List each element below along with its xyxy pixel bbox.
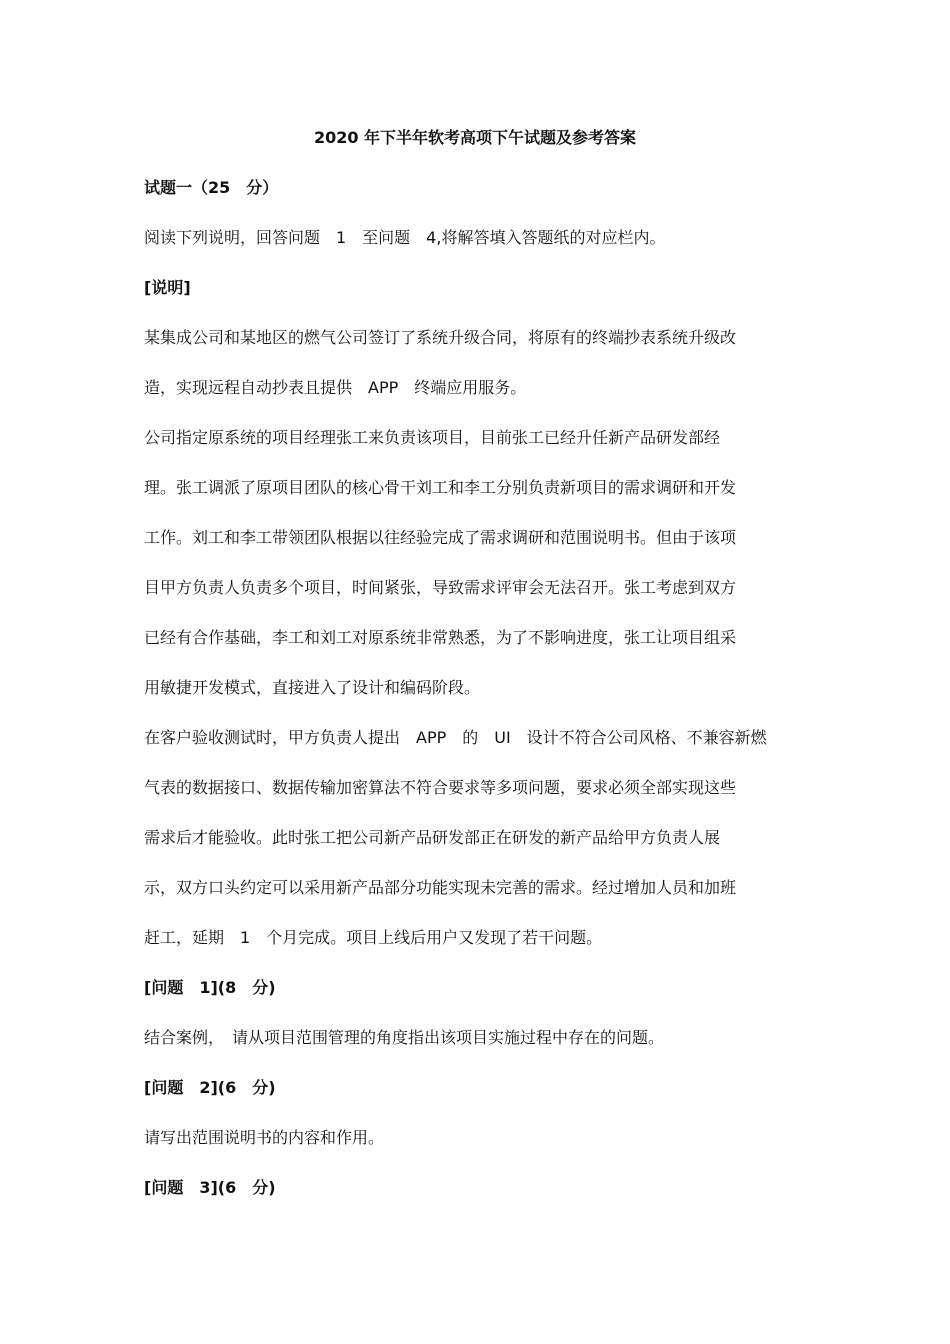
- question-3-label: [问题 3](6 分): [144, 1178, 276, 1197]
- instruction-text: 阅读下列说明，回答问题 1 至问题 4,将解答填入答题纸的对应栏内。: [144, 228, 666, 247]
- paragraph-line: 目甲方负责人负责多个项目，时间紧张，导致需求评审会无法召开。张工考虑到双方: [144, 578, 737, 597]
- paragraph-line: 理。张工调派了原项目团队的核心骨干刘工和李工分别负责新项目的需求调研和开发: [144, 478, 737, 497]
- section-heading: 试题一（25 分）: [144, 178, 279, 197]
- paragraph-line: 需求后才能验收。此时张工把公司新产品研发部正在研发的新产品给甲方负责人展: [144, 828, 721, 847]
- question-2-text: 请写出范围说明书的内容和作用。: [144, 1128, 385, 1147]
- paragraph-line: 工作。刘工和李工带领团队根据以往经验完成了需求调研和范围说明书。但由于该项: [144, 528, 737, 547]
- paragraph-line: 赶工，延期 1 个月完成。项目上线后用户又发现了若干问题。: [144, 928, 603, 947]
- paragraph-line: 用敏捷开发模式，直接进入了设计和编码阶段。: [144, 678, 481, 697]
- paragraph-line: 示，双方口头约定可以采用新产品部分功能实现未完善的需求。经过增加人员和加班: [144, 878, 737, 897]
- paragraph-line: 气表的数据接口、数据传输加密算法不符合要求等多项问题，要求必须全部实现这些: [144, 778, 737, 797]
- paragraph-line: 某集成公司和某地区的燃气公司签订了系统升级合同，将原有的终端抄表系统升级改: [144, 328, 737, 347]
- question-1-label: [问题 1](8 分): [144, 978, 276, 997]
- description-label: [说明]: [144, 278, 191, 297]
- question-1-text: 结合案例， 请从项目范围管理的角度指出该项目实施过程中存在的问题。: [144, 1028, 665, 1047]
- paragraph-line: 在客户验收测试时，甲方负责人提出 APP 的 UI 设计不符合公司风格、不兼容新燃: [144, 728, 767, 747]
- paragraph-line: 造，实现远程自动抄表且提供 APP 终端应用服务。: [144, 378, 527, 397]
- document-title: 2020 年下半年软考高项下午试题及参考答案: [313, 128, 637, 147]
- paragraph-line: 已经有合作基础，李工和刘工对原系统非常熟悉，为了不影响进度，张工让项目组采: [144, 628, 737, 647]
- paragraph-line: 公司指定原系统的项目经理张工来负责该项目，目前张工已经升任新产品研发部经: [144, 428, 721, 447]
- question-2-label: [问题 2](6 分): [144, 1078, 276, 1097]
